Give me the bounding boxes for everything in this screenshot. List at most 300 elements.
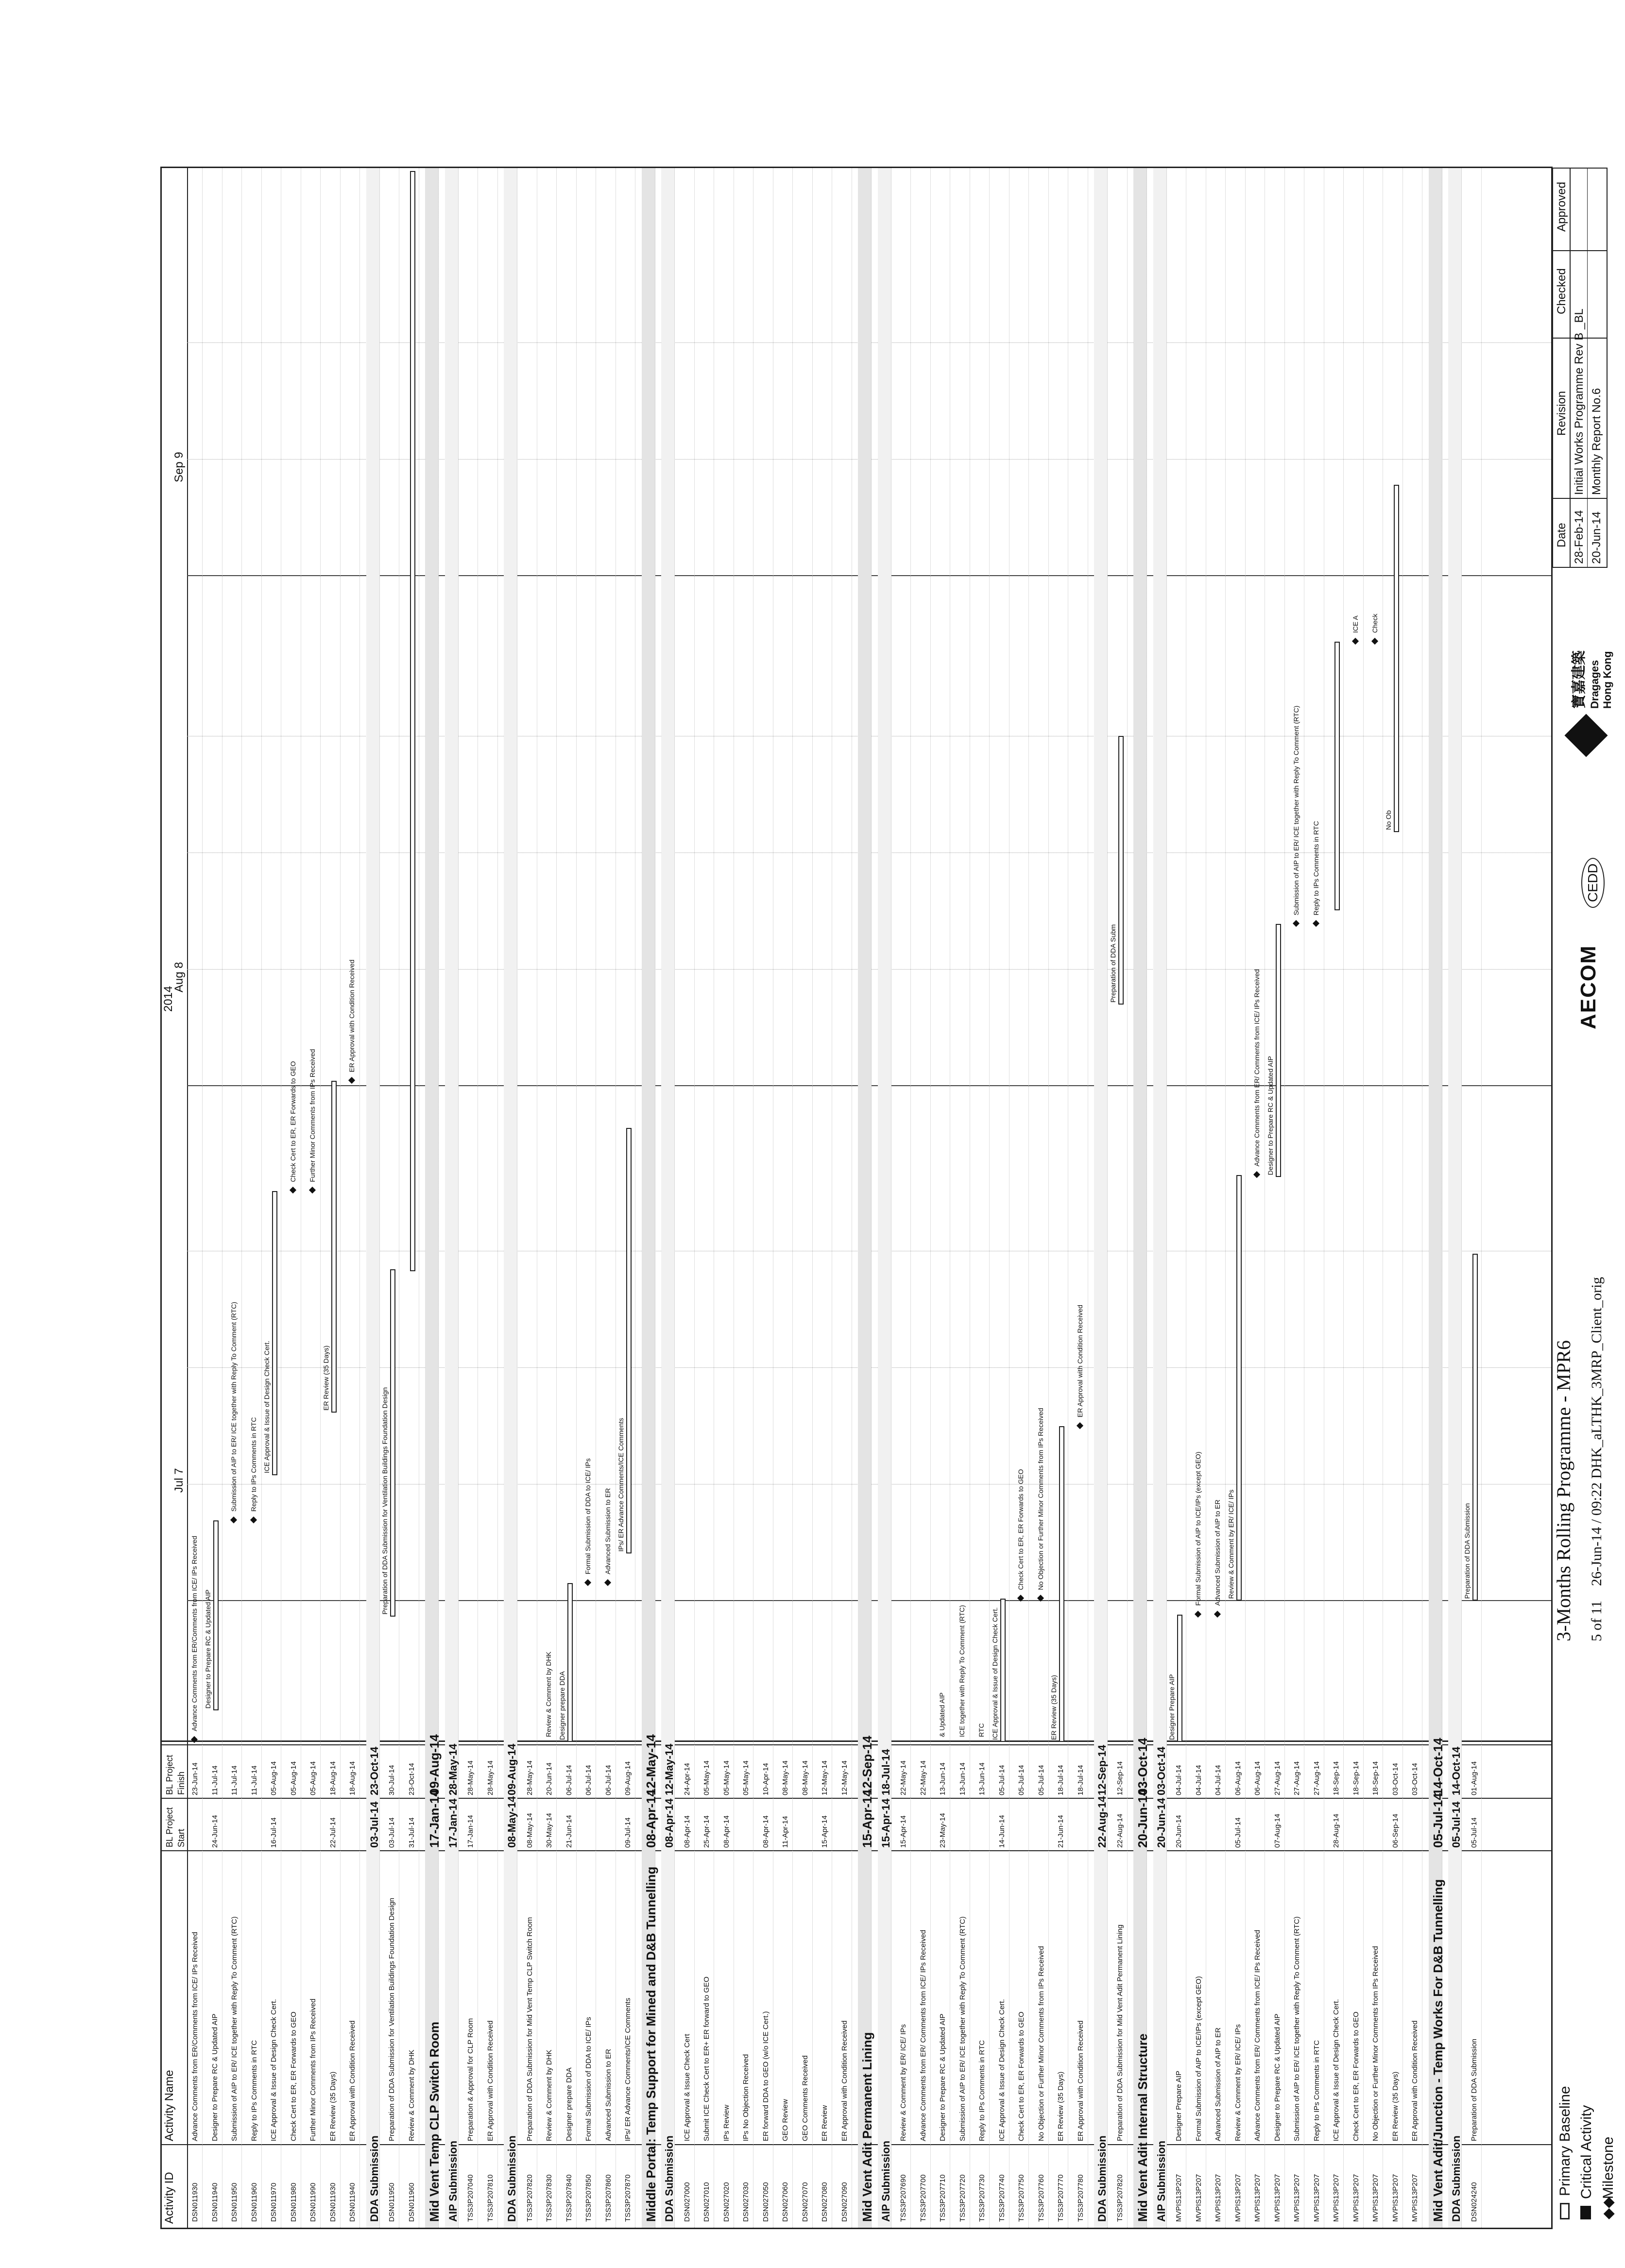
bl-start: 23-May-14	[939, 1813, 947, 1848]
bar-label: Review & Comment by ER/ ICE/ IPs	[1227, 1489, 1235, 1599]
activity-name: No Objection or Further Minor Comments from IPs Received	[1371, 1946, 1380, 2141]
activity-id: DSN027090	[840, 2182, 849, 2222]
bl-start: 21-Jun-14	[564, 1815, 573, 1848]
activity-id: DSN011990	[309, 2183, 317, 2222]
bl-finish: 13-Jun-14	[939, 1762, 947, 1795]
activity-row	[819, 168, 832, 2228]
bl-finish: 11-Jul-14	[250, 1765, 258, 1795]
activity-row	[322, 168, 341, 2228]
bl-finish: 11-Jul-14	[210, 1765, 219, 1795]
activity-id: MVPIS13P207	[1351, 2174, 1360, 2222]
bar-label: Preparation of DDA Submission for Ventilation Buildings Foundation Design	[381, 1387, 389, 1615]
bar-label: Advance Comments from ER/ Comments from ICE/ IPs Received	[1253, 969, 1261, 1167]
activity-row	[1035, 168, 1049, 2228]
bar-label: IPs/ ER Advance Comments/ICE Comments	[617, 1417, 625, 1552]
header-activity-name: Activity Name	[162, 1851, 188, 2145]
bl-start: 15-Apr-14	[879, 1798, 892, 1848]
activity-row	[799, 168, 813, 2228]
month-jul: Jul 7	[172, 1468, 186, 1493]
activity-row	[1463, 168, 1482, 2228]
activity-bar	[626, 1128, 632, 1553]
activity-name: Preparation of DDA Submission for Mid Vent Temp CLP Switch Room	[525, 1917, 534, 2141]
activity-id: DSN011940	[348, 2183, 357, 2222]
bar-label: Check	[1371, 614, 1379, 633]
activity-name: ICE Approval & Issue Check Cert	[683, 2034, 691, 2141]
bl-start: 14-Jun-14	[997, 1815, 1006, 1848]
activity-name: AIP Submission	[446, 2140, 459, 2222]
bar-label: Designer prepare DDA	[558, 1671, 566, 1740]
bl-finish: 28-May-14	[525, 1760, 534, 1795]
milestone-diamond	[230, 1517, 237, 1523]
bl-finish: 24-Apr-14	[683, 1763, 691, 1795]
activity-row	[346, 168, 360, 2228]
bl-finish: 05-Jul-14	[1037, 1765, 1045, 1795]
activity-id: DSN011930	[328, 2183, 337, 2222]
bl-start: 11-Apr-14	[781, 1816, 789, 1848]
activity-bar	[390, 1269, 395, 1617]
activity-row	[366, 168, 380, 2228]
activity-name: Middle Portal: Temp Support for Mined and D&B Tunnelling	[643, 1866, 658, 2222]
milestone-diamond	[1076, 1422, 1083, 1429]
activity-row	[1429, 168, 1445, 2228]
activity-row	[720, 168, 734, 2228]
activity-name: Advanced Submission of AIP to ER	[1214, 2027, 1222, 2141]
bl-finish: 04-Jul-14	[1194, 1765, 1203, 1795]
activity-name: ER Review (35 Days)	[1057, 2071, 1065, 2141]
activity-name: Designer prepare DDA	[564, 2067, 573, 2141]
legend-milestone: ◆◆Milestone	[1600, 2136, 1616, 2219]
activity-name: ER Approval with Condition Received	[1411, 2020, 1419, 2141]
activity-name: Submission of AIP to ER/ ICE together with Reply To Comment (RTC)	[1293, 1916, 1301, 2141]
bl-finish: 10-Apr-14	[761, 1763, 770, 1795]
activity-row	[1212, 168, 1226, 2228]
bl-finish: 05-May-14	[742, 1760, 750, 1795]
activity-name: Mid Vent Adit/Junction - Temp Works For D&B Tunnelling	[1430, 1879, 1445, 2222]
bl-finish: 28-May-14	[466, 1760, 475, 1795]
bar-label: Submission of AIP to ER/ ICE together with Reply To Comment (RTC)	[1292, 705, 1300, 916]
activity-name: ER Approval with Condition Received	[486, 2020, 495, 2141]
activity-name: ICE Approval & Issue of Design Check Cert.	[270, 1999, 278, 2141]
bar-label: Reply to IPs Comments in RTC	[249, 1417, 257, 1512]
milestone-diamond	[348, 1077, 355, 1084]
activity-id: DSN011960	[250, 2183, 258, 2222]
dragages-logo-text: Dragages Hong Kong	[1589, 651, 1613, 709]
activity-name: Designer to Prepare RC & Updated AIP	[1273, 2013, 1282, 2141]
activity-name: ER Review	[821, 2105, 829, 2141]
activity-id: MVPIS13P207	[1312, 2174, 1321, 2222]
activity-id: TSS3P207750	[1017, 2174, 1026, 2222]
bar-label: ICE A	[1351, 615, 1359, 633]
legend-baseline: Primary Baseline	[1557, 2086, 1574, 2219]
activity-row	[991, 168, 1009, 2228]
bl-start: 08-Apr-14	[643, 1790, 658, 1848]
bl-finish: 12-May-14	[663, 1743, 675, 1795]
bl-start: 15-Apr-14	[899, 1815, 907, 1848]
bl-start: 08-Apr-14	[761, 1815, 770, 1848]
activity-row	[1448, 168, 1462, 2228]
activity-row	[1193, 168, 1206, 2228]
activity-id: DSN027080	[821, 2182, 829, 2222]
activity-id: TSS3P207860	[604, 2174, 613, 2222]
activity-id: TSS3P207690	[899, 2174, 907, 2222]
activity-id: DSN011930	[191, 2183, 199, 2222]
activity-row	[307, 168, 321, 2228]
activity-name: Designer to Prepare RC & Updated AIP	[939, 2013, 947, 2141]
activity-row	[937, 168, 950, 2228]
dragages-logo-mark	[1564, 714, 1608, 757]
activity-id: TSS3P207740	[997, 2174, 1006, 2222]
activity-row	[760, 168, 773, 2228]
activity-name: AIP Submission	[1155, 2140, 1167, 2222]
milestone-diamond	[1312, 920, 1319, 927]
milestone-diamond	[1371, 638, 1378, 645]
activity-id: DSN011980	[289, 2183, 298, 2222]
activity-row	[642, 168, 658, 2228]
activity-row	[381, 168, 399, 2228]
bl-finish: 05-May-14	[722, 1760, 731, 1795]
activity-id: MVPIS13P207	[1273, 2174, 1282, 2222]
milestone-diamond	[604, 1579, 611, 1586]
activity-name: ER Review (35 Days)	[1391, 2071, 1400, 2141]
milestone-diamond	[289, 1187, 296, 1194]
activity-name: ER Review (35 Days)	[328, 2071, 337, 2141]
activity-name: ER forward DDA to GEO (w/o ICE Cert.)	[761, 2011, 770, 2141]
bl-finish: 03-Oct-14	[1411, 1763, 1419, 1795]
activity-name: Review & Comment by DHK	[407, 2049, 416, 2141]
activity-id: DSN011950	[388, 2183, 396, 2222]
activity-row	[1227, 168, 1246, 2228]
activity-row	[661, 168, 675, 2228]
bl-start: 08-Apr-14	[683, 1815, 691, 1848]
activity-row	[1409, 168, 1422, 2228]
bl-start: 20-Jun-14	[1175, 1815, 1183, 1848]
activity-row	[1384, 168, 1403, 2228]
milestone-diamond	[191, 1736, 198, 1743]
bl-finish: 18-Jul-14	[1057, 1765, 1065, 1795]
activity-name: ER Approval with Condition Received	[840, 2020, 849, 2141]
activity-name: Submit ICE Check Cert to ER+ ER forward to GEO	[702, 1977, 711, 2141]
activity-name: Submission of AIP to ER/ ICE together with Reply To Comment (RTC)	[958, 1916, 967, 2141]
milestone-diamond	[1037, 1595, 1043, 1602]
bl-finish: 09-Aug-14	[624, 1761, 632, 1795]
bl-start: 08-Apr-14	[722, 1815, 731, 1848]
bl-finish: 14-Oct-14	[1430, 1738, 1445, 1795]
activity-row	[1050, 168, 1068, 2228]
bl-finish: 18-Sep-14	[1332, 1761, 1340, 1795]
bl-finish: 05-Aug-14	[289, 1761, 298, 1795]
activity-bar	[1177, 1615, 1182, 1742]
activity-name: GEO Comments Received	[801, 2055, 809, 2141]
bl-start: 08-May-14	[525, 1813, 534, 1848]
activity-id: DSN027000	[683, 2182, 691, 2222]
bl-finish: 03-Oct-14	[1155, 1746, 1167, 1795]
bl-finish: 12-May-14	[821, 1760, 829, 1795]
bl-start: 15-Apr-14	[860, 1790, 874, 1848]
bl-finish: 23-Oct-14	[407, 1763, 416, 1795]
activity-name: Preparation of DDA Submission	[1470, 2039, 1478, 2141]
activity-row	[1168, 168, 1186, 2228]
print-stamp: 26-Jun-14 / 09:22 DHK_aLTHK_3MRP_Client_orig	[1589, 1277, 1605, 1586]
activity-name: IPs/ ER Advance Comments/ICE Comments	[624, 1997, 632, 2141]
activity-name: Check Cert to ER, ER Forwards to GEO	[1351, 2012, 1360, 2141]
bl-start: 03-Jul-14	[368, 1801, 380, 1848]
bar-label: No Objection or Further Minor Comments from IPs Received	[1036, 1408, 1044, 1590]
bl-finish: 06-Jul-14	[604, 1765, 613, 1795]
bl-finish: 03-Oct-14	[1135, 1738, 1150, 1795]
activity-name: Submission of AIP to ER/ ICE together with Reply To Comment (RTC)	[230, 1916, 239, 2141]
bl-finish: 04-Jul-14	[1214, 1765, 1222, 1795]
dragages-logo-cn: 寶嘉建築	[1571, 650, 1587, 709]
activity-bar	[1394, 485, 1399, 832]
cedd-logo: CEDD	[1581, 858, 1605, 908]
activity-id: MVPIS13P207	[1371, 2174, 1380, 2222]
bar-label: ICE Approval & Issue of Design Check Cert.	[263, 1340, 271, 1473]
bl-start: 05-Jul-14	[1430, 1793, 1445, 1848]
activity-id: TSS3P207760	[1037, 2174, 1045, 2222]
activity-row	[1109, 168, 1128, 2228]
bl-finish: 06-Jul-14	[564, 1765, 573, 1795]
bl-finish: 23-Jun-14	[191, 1762, 199, 1795]
bl-start: 20-Jun-14	[1135, 1789, 1150, 1848]
header-activity-id: Activity ID	[162, 2145, 188, 2228]
bar-label: Preparation of DDA Submission	[1463, 1503, 1471, 1599]
aecom-logo: AECOM	[1576, 945, 1600, 1029]
activity-name: Preparation of DDA Submission for Ventilation Buildings Foundation Design	[388, 1897, 396, 2141]
activity-name: DDA Submission	[1450, 2135, 1462, 2222]
activity-row	[189, 168, 203, 2228]
activity-id: MVPIS13P207	[1233, 2174, 1242, 2222]
bl-finish: 18-Sep-14	[1371, 1761, 1380, 1795]
bl-start: 22-Aug-14	[1115, 1813, 1124, 1848]
activity-id: TSS3P207720	[958, 2174, 967, 2222]
activity-name: Advance Comments from ER/Comments from ICE/ IPs Received	[191, 1932, 199, 2141]
activity-name: ICE Approval & Issue of Design Check Cert.	[1332, 1999, 1340, 2141]
activity-row	[406, 168, 419, 2228]
header-timeline	[162, 168, 188, 1745]
bl-finish: 23-Oct-14	[368, 1746, 380, 1795]
activity-name: Preparation of DDA Submission for Mid Vent Adit Permanent Lining	[1115, 1924, 1124, 2141]
activity-bar	[1334, 642, 1340, 910]
bl-start: 20-Jun-14	[1155, 1798, 1167, 1848]
activity-row	[1251, 168, 1265, 2228]
activity-name: Formal Submission of DDA to ICE/ IPs	[584, 2017, 593, 2141]
activity-row	[1266, 168, 1285, 2228]
activity-id: MVPIS13P207	[1214, 2174, 1222, 2222]
activity-row	[838, 168, 852, 2228]
activity-row	[204, 168, 222, 2228]
bar-label: Designer to Prepare RC & Updated AIP	[204, 1589, 212, 1709]
activity-id: TSS3P207820	[525, 2174, 534, 2222]
activity-name: IPs Review	[722, 2104, 731, 2141]
activity-id: TSS3P207810	[486, 2174, 495, 2222]
milestone-diamond	[1253, 1171, 1260, 1178]
bl-start: 06-Sep-14	[1391, 1813, 1400, 1848]
activity-name: Advance Comments from ER/ Comments from ICE/ IPs Received	[919, 1929, 927, 2141]
activity-row	[1094, 168, 1108, 2228]
activity-row	[504, 168, 517, 2228]
activity-name: DDA Submission	[368, 2135, 380, 2222]
bar-label: Check Cert to ER, ER Forwards to GEO	[1017, 1469, 1025, 1590]
bl-finish: 05-Jul-14	[997, 1765, 1006, 1795]
bl-finish: 08-May-14	[801, 1760, 809, 1795]
activity-id: TSS3P207710	[939, 2174, 947, 2222]
bl-start: 15-Apr-14	[821, 1815, 829, 1848]
bar-label: Review & Comment by DHK	[545, 1652, 552, 1737]
bl-finish: 05-May-14	[702, 1760, 711, 1795]
activity-bar	[1276, 924, 1281, 1177]
bl-finish: 30-Jul-14	[388, 1765, 396, 1795]
activity-name: Review & Comment by ER/ ICE/ IPs	[1233, 2024, 1242, 2141]
bl-finish: 12-May-14	[643, 1734, 658, 1795]
page-number: 5 of 11	[1589, 1601, 1605, 1641]
activity-id: MVPIS13P207	[1175, 2174, 1183, 2222]
activity-id: DSN027030	[742, 2182, 750, 2222]
bl-finish: 27-Aug-14	[1293, 1761, 1301, 1795]
bar-label: ICE Approval & Issue of Design Check Cert.	[991, 1607, 999, 1740]
activity-name: Designer Prepare AIP	[1175, 2070, 1183, 2141]
revision-table: Date Revision Checked Approved 28-Feb-14 Initial Works Programme Rev B _BL 20-Jun-14 Monthly Report No.6	[1552, 168, 1608, 568]
bl-start: 25-Apr-14	[702, 1815, 711, 1848]
bl-finish: 06-Jul-14	[584, 1765, 593, 1795]
milestone-diamond	[1194, 1611, 1201, 1618]
activity-row	[1153, 168, 1167, 2228]
activity-id: TSS3P207730	[978, 2174, 986, 2222]
milestone-diamond	[584, 1579, 591, 1586]
activity-name: Reply to IPs Comments in RTC	[978, 2040, 986, 2141]
milestone-diamond	[1293, 920, 1300, 927]
bl-start: 22-Aug-14	[1096, 1796, 1108, 1848]
activity-row	[582, 168, 596, 2228]
bl-start: 08-May-14	[506, 1796, 518, 1848]
bar-label: Further Minor Comments from IPs Received	[308, 1049, 316, 1182]
activity-id: MVPIS13P207	[1391, 2174, 1400, 2222]
activity-row	[1291, 168, 1304, 2228]
bl-start: 08-Apr-14	[663, 1798, 675, 1848]
activity-name: AIP Submission	[879, 2140, 892, 2222]
bl-start: 17-Jan-14	[427, 1790, 442, 1848]
activity-id: TSS3P207780	[1076, 2174, 1085, 2222]
activity-id: DSN027060	[781, 2182, 789, 2222]
activity-row	[602, 168, 616, 2228]
activity-row	[917, 168, 931, 2228]
activity-id: MVPIS13P207	[1332, 2174, 1340, 2222]
milestone-diamond	[309, 1187, 316, 1194]
activity-bar	[1236, 1175, 1242, 1601]
legend	[1557, 1646, 1625, 2229]
activity-id: TSS3P207870	[624, 2174, 632, 2222]
activity-bar	[1118, 736, 1124, 1005]
bl-finish: 20-Jun-14	[545, 1762, 553, 1795]
bar-label: Reply to IPs Comments in RTC	[1312, 821, 1320, 916]
bar-label: RTC	[977, 1723, 985, 1737]
bar-label: Advance Comments from ER/Comments from ICE/ IPs Received	[190, 1535, 198, 1731]
bl-start: 05-Jul-14	[1470, 1817, 1478, 1848]
activity-row	[740, 168, 753, 2228]
activity-row	[617, 168, 635, 2228]
activity-id: TSS3P207770	[1057, 2174, 1065, 2222]
bl-finish: 28-May-14	[446, 1743, 459, 1795]
bl-finish: 05-Jul-14	[1017, 1765, 1026, 1795]
activity-row	[1015, 168, 1029, 2228]
activity-bar	[1059, 1426, 1064, 1742]
activity-bar	[1000, 1599, 1006, 1742]
activity-row	[464, 168, 478, 2228]
activity-row	[1330, 168, 1344, 2228]
bl-finish: 11-Jul-14	[230, 1765, 239, 1795]
activity-id: TSS3P207820	[1115, 2174, 1124, 2222]
bl-start: 28-Aug-14	[1332, 1813, 1340, 1848]
activity-id: TSS3P207840	[564, 2174, 573, 2222]
bar-label: ER Review (35 Days)	[1050, 1675, 1058, 1740]
activity-name: Advance Comments from ER/ Comments from ICE/ IPs Received	[1253, 1929, 1262, 2141]
bar-label: Formal Submission of DDA to ICE/ IPs	[584, 1458, 592, 1574]
bl-finish: 01-Aug-14	[1470, 1761, 1478, 1795]
activity-id: DSN011960	[407, 2183, 416, 2222]
activity-name: Mid Vent Adit Permanent Lining	[860, 2032, 874, 2222]
activity-name: Further Minor Comments from IPs Received	[309, 1998, 317, 2141]
bl-finish: 08-May-14	[781, 1760, 789, 1795]
activity-id: DSN027010	[702, 2182, 711, 2222]
activity-id: DSN011940	[210, 2183, 219, 2222]
header-year: 2014	[162, 986, 175, 1012]
bl-start: 22-Jul-14	[328, 1817, 337, 1848]
milestone-diamond	[1351, 638, 1358, 645]
month-aug: Aug 8	[172, 962, 186, 992]
activity-name: Reply to IPs Comments in RTC	[1312, 2040, 1321, 2141]
activity-name: IPs No Objection Received	[742, 2054, 750, 2141]
activity-id: MVPIS13P207	[1293, 2174, 1301, 2222]
bar-label: No Ob	[1384, 810, 1392, 830]
milestone-diamond	[250, 1517, 257, 1523]
bl-finish: 06-Aug-14	[1253, 1761, 1262, 1795]
activity-name: Advanced Submission to ER	[604, 2048, 613, 2141]
activity-name: DDA Submission	[506, 2135, 518, 2222]
bar-label: Advanced Submission of AIP to ER	[1214, 1500, 1221, 1606]
bl-start: 17-Jan-14	[446, 1798, 459, 1848]
month-sep: Sep 9	[172, 452, 186, 482]
bar-label: Designer Prepare AIP	[1168, 1674, 1176, 1740]
bl-start: 17-Jan-14	[466, 1815, 475, 1848]
activity-name: Reply to IPs Comments in RTC	[250, 2040, 258, 2141]
activity-id: TSS3P207040	[466, 2174, 475, 2222]
bl-finish: 22-May-14	[919, 1760, 927, 1795]
milestone-diamond	[1214, 1611, 1221, 1618]
bar-label: Formal Submission of AIP to ICE/IPs (except GEO)	[1194, 1451, 1202, 1606]
bl-start: 09-Jul-14	[624, 1817, 632, 1848]
footer	[1589, 1277, 1605, 1641]
bl-finish: 28-May-14	[486, 1760, 495, 1795]
activity-row	[681, 168, 695, 2228]
activity-id: TSS3P207830	[545, 2174, 553, 2222]
bl-finish: 04-Jul-14	[1175, 1765, 1183, 1795]
programme-title: 3-Months Rolling Programme - MPR6	[1553, 1340, 1574, 1641]
bl-finish: 27-Aug-14	[1312, 1761, 1321, 1795]
activity-id: DSN011970	[270, 2183, 278, 2222]
activity-row	[878, 168, 891, 2228]
bar-label: ER Review (35 Days)	[322, 1345, 330, 1411]
activity-name: Mid Vent Adit Internal Structure	[1135, 2033, 1150, 2222]
header-bl-start: BL Project Start	[162, 1799, 188, 1851]
activity-bar	[272, 1191, 277, 1475]
bar-label: Check Cert to ER, ER Forwards to GEO	[289, 1061, 297, 1182]
bl-finish: 18-Aug-14	[348, 1761, 357, 1795]
activity-row	[228, 168, 242, 2228]
activity-bar	[567, 1583, 573, 1742]
activity-row	[1369, 168, 1383, 2228]
bl-finish: 12-May-14	[840, 1760, 849, 1795]
activity-bar	[213, 1520, 219, 1711]
bl-start: 05-Jul-14	[1450, 1801, 1462, 1848]
